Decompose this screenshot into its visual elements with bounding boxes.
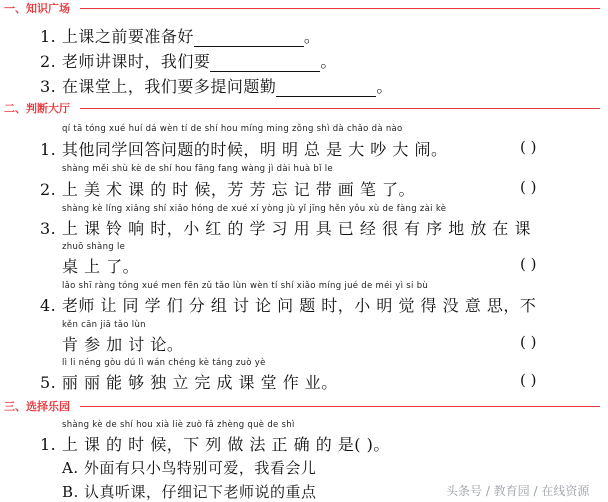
judge-question-3: 3. 上 课 铃 响 时，小 红 的 学 习 用 具 已 经 很 有 序 地 放 在 课 — [40, 219, 531, 238]
period: 。 — [376, 77, 393, 96]
answer-paren[interactable]: ( ) — [520, 371, 537, 389]
choice-option-a[interactable]: A. 外面有只小鸟特别可爱，我看会儿 — [62, 459, 317, 477]
judge-question-4-cont: 肯 参 加 讨 论。 — [62, 335, 184, 354]
section-divider — [80, 108, 600, 109]
pinyin-line: lǎo shī ràng tóng xué men fēn zǔ tǎo lùn wèn tí shí xiǎo míng jué de méi yì si bù — [62, 281, 429, 291]
section-title-knowledge: 一、知识广场 — [4, 2, 70, 15]
watermark: 头条号 / 教育园 / 在线资源 — [446, 484, 590, 498]
section-divider — [80, 8, 600, 9]
answer-paren[interactable]: ( ) — [520, 255, 537, 273]
judge-question-2: 2. 上 美 术 课 的 时 候，芳 芳 忘 记 带 画 笔 了。 — [40, 180, 415, 199]
choice-option-b[interactable]: B. 认真听课，仔细记下老师说的重点 — [62, 483, 317, 501]
pinyin-line: shàng kè de shí hou xià liè zuò fǎ zhèng què de shì — [62, 420, 295, 430]
answer-paren[interactable]: ( ) — [520, 333, 537, 351]
pinyin-line: lì li néng gòu dú lì wán chéng kè táng zuò yè — [62, 358, 266, 368]
question-text: 1. 上课之前要准备好 — [40, 27, 194, 46]
judge-question-3-cont: 桌 上 了。 — [62, 257, 140, 276]
fill-question-1 — [40, 24, 320, 47]
period: 。 — [303, 27, 321, 46]
pinyin-line: shàng kè líng xiǎng shí xiǎo hóng de xué xí yòng jù yǐ jīng hěn yǒu xù de fàng zài kè — [62, 204, 447, 214]
judge-question-5: 5. 丽 丽 能 够 独 立 完 成 课 堂 作 业。 — [40, 373, 338, 392]
answer-blank[interactable] — [194, 32, 304, 47]
question-text: 2. 老师讲课时，我们要 — [40, 52, 211, 71]
period: 。 — [320, 52, 337, 71]
pinyin-line: shàng měi shù kè de shí hou fāng fang wàng jì dài huà bǐ le — [62, 164, 333, 174]
fill-question-3 — [40, 74, 393, 97]
section-title-choice: 三、选择乐园 — [4, 400, 70, 413]
answer-paren[interactable]: ( ) — [520, 138, 537, 156]
choice-question-1: 1. 上 课 的 时 候，下 列 做 法 正 确 的 是( )。 — [40, 435, 390, 454]
section-title-judge: 二、判断大厅 — [4, 102, 70, 115]
question-text: 3. 在课堂上，我们要多提问题勤 — [40, 77, 277, 96]
answer-paren[interactable]: ( ) — [520, 178, 537, 196]
judge-question-4: 4. 老师 让 同 学 们 分 组 讨 论 问 题 时，小 明 觉 得 没 意 思，不 — [40, 296, 537, 315]
pinyin-line: qí tā tóng xué huí dá wèn tí de shí hou míng ming zǒng shì dà chǎo dà nào — [62, 124, 403, 134]
pinyin-line: kěn cān jiā tǎo lùn — [62, 320, 146, 330]
answer-blank[interactable] — [276, 82, 376, 97]
section-divider — [80, 406, 600, 407]
answer-blank[interactable] — [210, 57, 320, 72]
pinyin-line: zhuō shàng le — [62, 242, 126, 252]
judge-question-1: 1. 其他同学回答问题的时候，明 明 总 是 大 吵 大 闹。 — [40, 140, 448, 159]
fill-question-2 — [40, 49, 337, 72]
